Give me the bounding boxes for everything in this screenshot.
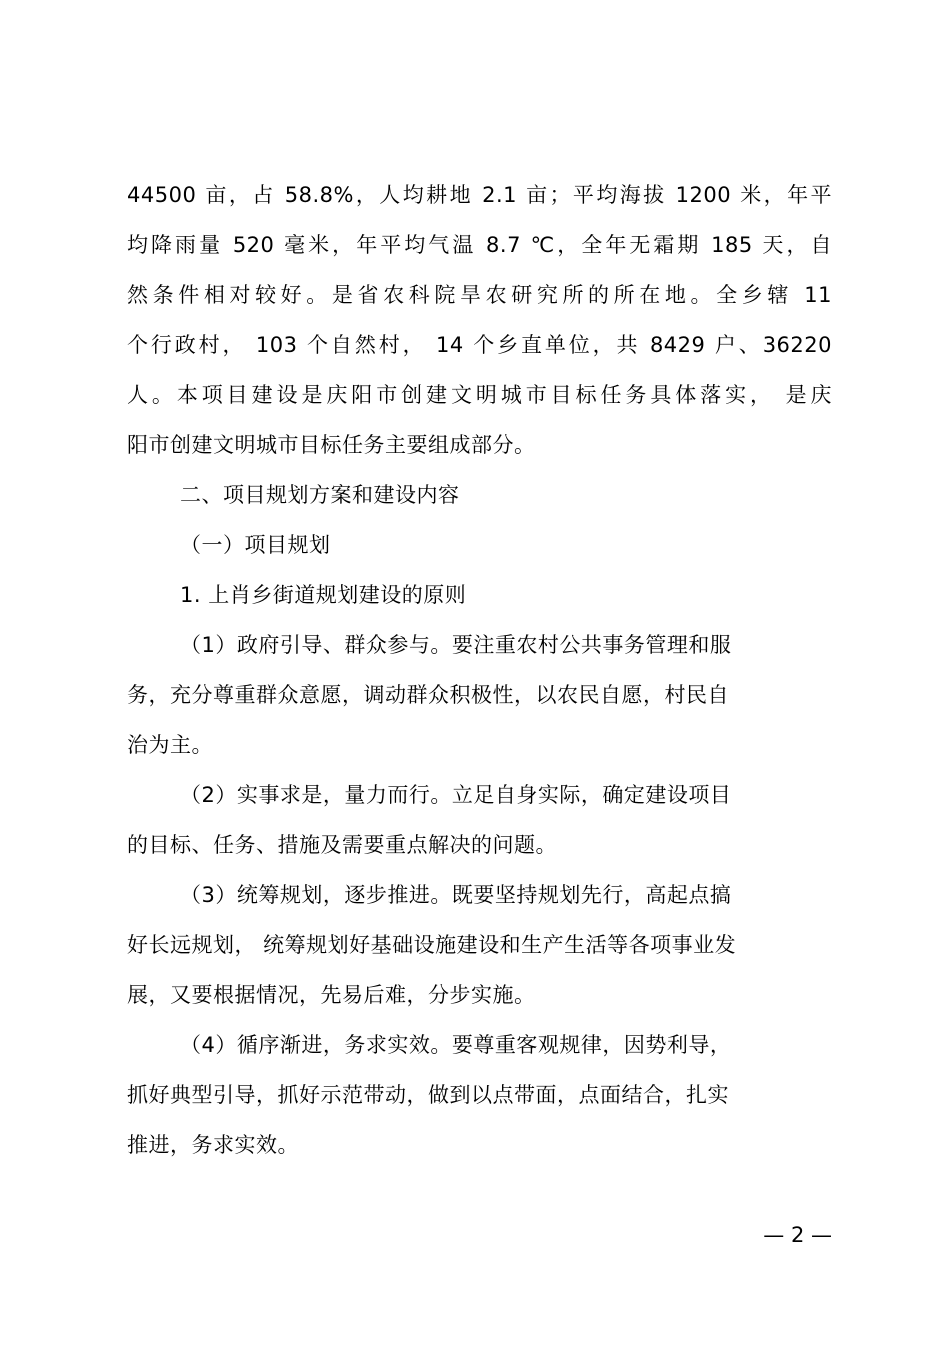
paragraph-line: （1）政府引导、群众参与。要注重农村公共事务管理和服	[180, 633, 732, 657]
paragraph-line: 均降雨量 520 毫米，年平均气温 8.7 ℃，全年无霜期 185 天，自	[127, 233, 832, 257]
paragraph-line: 44500 亩，占 58.8%，人均耕地 2.1 亩；平均海拔 1200 米，年平	[127, 183, 832, 207]
paragraph-line: 人。本项目建设是庆阳市创建文明城市目标任务具体落实， 是庆	[127, 383, 832, 407]
paragraph-line: 好长远规划， 统筹规划好基础设施建设和生产生活等各项事业发	[127, 933, 737, 957]
paragraph-line: （4）循序渐进，务求实效。要尊重客观规律，因势利导，	[180, 1033, 732, 1057]
paragraph-line: 抓好典型引导，抓好示范带动，做到以点带面，点面结合，扎实	[127, 1083, 729, 1107]
paragraph-line: 然条件相对较好。是省农科院旱农研究所的所在地。全乡辖 11	[127, 283, 832, 307]
page-number: — 2 —	[763, 1223, 832, 1247]
paragraph-line: 治为主。	[127, 733, 213, 757]
subsection-heading: （一）项目规划	[180, 533, 331, 557]
item-heading: 1. 上肖乡街道规划建设的原则	[180, 583, 467, 607]
paragraph-line: 个行政村， 103 个自然村， 14 个乡直单位，共 8429 户、36220	[127, 333, 832, 357]
paragraph-line: （2）实事求是，量力而行。立足自身实际，确定建设项目	[180, 783, 732, 807]
paragraph-line: 展，又要根据情况，先易后难，分步实施。	[127, 983, 536, 1007]
paragraph-line: 务，充分尊重群众意愿，调动群众积极性，以农民自愿，村民自	[127, 683, 729, 707]
paragraph-line: 推进，务求实效。	[127, 1133, 299, 1157]
paragraph-line: 的目标、任务、措施及需要重点解决的问题。	[127, 833, 557, 857]
paragraph-line: 阳市创建文明城市目标任务主要组成部分。	[127, 433, 536, 457]
paragraph-line: （3）统筹规划，逐步推进。既要坚持规划先行，高起点搞	[180, 883, 732, 907]
section-heading: 二、项目规划方案和建设内容	[180, 483, 460, 507]
